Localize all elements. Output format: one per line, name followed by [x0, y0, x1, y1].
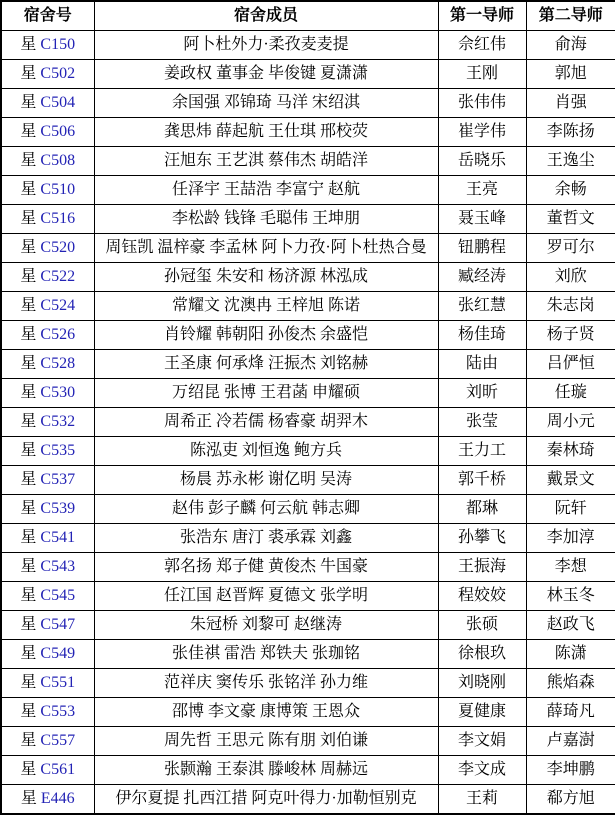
second-mentor-cell: 郭旭: [526, 60, 615, 89]
members-cell: 赵伟 彭子麟 何云航 韩志卿: [94, 495, 438, 524]
room-cell: [1, 669, 94, 698]
members-cell: 范祥庆 窦传乐 张铭洋 孙力维: [94, 669, 438, 698]
room-code: E446: [40, 790, 75, 807]
room-cell: [1, 31, 94, 60]
first-mentor-cell: 陆由: [438, 350, 526, 379]
members-cell: 万绍昆 张博 王君菡 申耀硕: [94, 379, 438, 408]
members-cell: 张颢瀚 王泰淇 滕峻林 周赫远: [94, 756, 438, 785]
room-code: C561: [40, 761, 76, 778]
room-cell: [1, 582, 94, 611]
room-cell: [1, 408, 94, 437]
table-row: [1, 727, 615, 756]
table-row: [1, 756, 615, 785]
room-cell: [1, 147, 94, 176]
room-code: C551: [40, 674, 76, 691]
room-cell: [1, 118, 94, 147]
room-prefix: 星: [20, 674, 37, 691]
first-mentor-cell: 杨佳琦: [438, 321, 526, 350]
room-prefix: 星: [20, 326, 37, 343]
members-cell: 汪旭东 王艺淇 蔡伟杰 胡皓洋: [94, 147, 438, 176]
table-row: [1, 379, 615, 408]
members-cell: 王圣康 何承烽 汪振杰 刘铭赫: [94, 350, 438, 379]
room-code: C524: [40, 297, 76, 314]
col-header-room-number: 宿舍号: [1, 1, 94, 31]
room-code: C502: [40, 65, 76, 82]
room-cell: [1, 756, 94, 785]
first-mentor-cell: 王刚: [438, 60, 526, 89]
room-cell: [1, 727, 94, 756]
table-row: [1, 176, 615, 205]
table-row: [1, 524, 615, 553]
table-row: [1, 118, 615, 147]
room-cell: [1, 321, 94, 350]
room-code: C549: [40, 645, 76, 662]
table-row: [1, 292, 615, 321]
room-prefix: 星: [20, 384, 37, 401]
table-row: [1, 205, 615, 234]
room-code: C504: [40, 94, 76, 111]
members-cell: 杨晨 苏永彬 谢亿明 吴涛: [94, 466, 438, 495]
room-cell: [1, 698, 94, 727]
table-row: [1, 321, 615, 350]
second-mentor-cell: 朱志岗: [526, 292, 615, 321]
first-mentor-cell: 崔学伟: [438, 118, 526, 147]
room-prefix: 星: [20, 413, 37, 430]
members-cell: 阿卜杜外力·柔孜麦麦提: [94, 31, 438, 60]
room-prefix: 星: [20, 587, 37, 604]
first-mentor-cell: 程姣姣: [438, 582, 526, 611]
second-mentor-cell: 王逸尘: [526, 147, 615, 176]
room-prefix: 星: [20, 65, 37, 82]
room-code: C508: [40, 152, 76, 169]
first-mentor-cell: 臧经涛: [438, 263, 526, 292]
room-code: C522: [40, 268, 76, 285]
room-cell: [1, 234, 94, 263]
room-prefix: 星: [20, 268, 37, 285]
members-cell: 肖铃耀 韩朝阳 孙俊杰 余盛恺: [94, 321, 438, 350]
col-header-first-mentor: 第一导师: [438, 1, 526, 31]
first-mentor-cell: 孙攀飞: [438, 524, 526, 553]
room-code: C516: [40, 210, 76, 227]
second-mentor-cell: 余畅: [526, 176, 615, 205]
room-cell: [1, 524, 94, 553]
room-prefix: 星: [20, 645, 37, 662]
members-cell: 张佳祺 雷浩 郑铁夫 张珈铭: [94, 640, 438, 669]
room-code: C532: [40, 413, 76, 430]
room-prefix: 星: [20, 123, 37, 140]
members-cell: 孙冠玺 朱安和 杨济源 林泓成: [94, 263, 438, 292]
room-cell: [1, 89, 94, 118]
second-mentor-cell: 李陈扬: [526, 118, 615, 147]
members-cell: 余国强 邓锦琦 马洋 宋绍淇: [94, 89, 438, 118]
first-mentor-cell: 李文娟: [438, 727, 526, 756]
room-cell: [1, 553, 94, 582]
room-cell: [1, 611, 94, 640]
table-row: [1, 234, 615, 263]
members-cell: 任江国 赵晋辉 夏德文 张学明: [94, 582, 438, 611]
second-mentor-cell: 俞海: [526, 31, 615, 60]
room-code: C528: [40, 355, 76, 372]
room-cell: [1, 437, 94, 466]
first-mentor-cell: 都琳: [438, 495, 526, 524]
second-mentor-cell: 李想: [526, 553, 615, 582]
members-cell: 龚思炜 薛起航 王仕琪 邢校荧: [94, 118, 438, 147]
first-mentor-cell: 王莉: [438, 785, 526, 815]
room-prefix: 星: [20, 181, 37, 198]
room-prefix: 星: [20, 297, 37, 314]
room-prefix: 星: [20, 152, 37, 169]
first-mentor-cell: 王亮: [438, 176, 526, 205]
members-cell: 邵博 李文豪 康博策 王恩众: [94, 698, 438, 727]
first-mentor-cell: 王振海: [438, 553, 526, 582]
room-cell: [1, 205, 94, 234]
first-mentor-cell: 张伟伟: [438, 89, 526, 118]
table-row: [1, 60, 615, 89]
members-cell: 朱冠桥 刘黎可 赵继涛: [94, 611, 438, 640]
second-mentor-cell: 秦林琦: [526, 437, 615, 466]
second-mentor-cell: 任璇: [526, 379, 615, 408]
room-code: C545: [40, 587, 76, 604]
second-mentor-cell: 薛琦凡: [526, 698, 615, 727]
room-code: C535: [40, 442, 76, 459]
first-mentor-cell: 张硕: [438, 611, 526, 640]
room-prefix: 星: [20, 703, 37, 720]
members-cell: 李松龄 钱锋 毛聪伟 王坤朋: [94, 205, 438, 234]
table-row: [1, 611, 615, 640]
room-code: C537: [40, 471, 76, 488]
room-prefix: 星: [20, 239, 37, 256]
table-row: [1, 669, 615, 698]
room-cell: [1, 263, 94, 292]
first-mentor-cell: 刘晓刚: [438, 669, 526, 698]
room-cell: [1, 292, 94, 321]
room-code: C520: [40, 239, 76, 256]
room-code: C150: [40, 36, 76, 53]
members-cell: 周先哲 王思元 陈有朋 刘伯谦: [94, 727, 438, 756]
members-cell: 张浩东 唐汀 裘承霖 刘鑫: [94, 524, 438, 553]
col-header-members: 宿舍成员: [94, 1, 438, 31]
room-code: C557: [40, 732, 76, 749]
second-mentor-cell: 赵政飞: [526, 611, 615, 640]
table-row: [1, 582, 615, 611]
table-row: [1, 785, 615, 815]
table-row: [1, 31, 615, 60]
room-code: C547: [40, 616, 76, 633]
members-cell: 伊尔夏提 扎西江措 阿克叶得力·加勒恒别克: [94, 785, 438, 815]
room-prefix: 星: [20, 36, 37, 53]
second-mentor-cell: 陈潇: [526, 640, 615, 669]
room-prefix: 星: [20, 355, 37, 372]
room-prefix: 星: [20, 471, 37, 488]
table-row: [1, 147, 615, 176]
table-header: [1, 1, 615, 31]
room-code: C553: [40, 703, 76, 720]
table-row: [1, 350, 615, 379]
members-cell: 陈泓吏 刘恒逸 鲍方兵: [94, 437, 438, 466]
room-cell: [1, 176, 94, 205]
table-row: [1, 466, 615, 495]
room-code: C539: [40, 500, 76, 517]
first-mentor-cell: 张红慧: [438, 292, 526, 321]
room-code: C526: [40, 326, 76, 343]
room-cell: [1, 495, 94, 524]
room-prefix: 星: [20, 442, 37, 459]
members-cell: 姜政权 董事金 毕俊键 夏潇潇: [94, 60, 438, 89]
first-mentor-cell: 佘红伟: [438, 31, 526, 60]
col-header-second-mentor: 第二导师: [526, 1, 615, 31]
members-cell: 常耀文 沈澳冉 王梓旭 陈诺: [94, 292, 438, 321]
second-mentor-cell: 林玉冬: [526, 582, 615, 611]
first-mentor-cell: 刘昕: [438, 379, 526, 408]
room-cell: [1, 60, 94, 89]
members-cell: 周钰凯 温梓豪 李孟林 阿卜力孜·阿卜杜热合曼: [94, 234, 438, 263]
table-row: [1, 495, 615, 524]
second-mentor-cell: 杨子贤: [526, 321, 615, 350]
second-mentor-cell: 李坤鹏: [526, 756, 615, 785]
table-row: [1, 437, 615, 466]
room-code: C543: [40, 558, 76, 575]
room-code: C530: [40, 384, 76, 401]
second-mentor-cell: 刘欣: [526, 263, 615, 292]
room-prefix: 星: [20, 94, 37, 111]
first-mentor-cell: 张莹: [438, 408, 526, 437]
members-cell: 周希正 冷若儒 杨睿豪 胡羿木: [94, 408, 438, 437]
first-mentor-cell: 王力工: [438, 437, 526, 466]
first-mentor-cell: 岳晓乐: [438, 147, 526, 176]
room-code: C506: [40, 123, 76, 140]
second-mentor-cell: 李加淳: [526, 524, 615, 553]
room-prefix: 星: [20, 761, 37, 778]
second-mentor-cell: 周小元: [526, 408, 615, 437]
second-mentor-cell: 肖强: [526, 89, 615, 118]
header-row: [1, 1, 615, 31]
second-mentor-cell: 罗可尔: [526, 234, 615, 263]
room-prefix: 星: [20, 500, 37, 517]
first-mentor-cell: 郭千桥: [438, 466, 526, 495]
table-body: [1, 31, 615, 815]
members-cell: 任泽宇 王喆浩 李富宁 赵航: [94, 176, 438, 205]
room-prefix: 星: [20, 210, 37, 227]
room-cell: [1, 379, 94, 408]
second-mentor-cell: 郗方旭: [526, 785, 615, 815]
table-row: [1, 640, 615, 669]
room-code: C541: [40, 529, 76, 546]
room-prefix: 星: [20, 616, 37, 633]
room-cell: [1, 785, 94, 815]
first-mentor-cell: 徐根玖: [438, 640, 526, 669]
table-row: [1, 263, 615, 292]
first-mentor-cell: 夏健康: [438, 698, 526, 727]
second-mentor-cell: 董哲文: [526, 205, 615, 234]
first-mentor-cell: 钮鹏程: [438, 234, 526, 263]
second-mentor-cell: 熊焰森: [526, 669, 615, 698]
room-prefix: 星: [20, 529, 37, 546]
members-cell: 郭名扬 郑子健 黄俊杰 牛国豪: [94, 553, 438, 582]
first-mentor-cell: 李文成: [438, 756, 526, 785]
room-prefix: 星: [20, 558, 37, 575]
room-cell: [1, 350, 94, 379]
first-mentor-cell: 聂玉峰: [438, 205, 526, 234]
table-row: [1, 408, 615, 437]
table-row: [1, 553, 615, 582]
table-row: [1, 89, 615, 118]
room-prefix: 星: [20, 790, 37, 807]
second-mentor-cell: 卢嘉澍: [526, 727, 615, 756]
room-code: C510: [40, 181, 76, 198]
second-mentor-cell: 戴景文: [526, 466, 615, 495]
second-mentor-cell: 吕俨恒: [526, 350, 615, 379]
room-cell: [1, 466, 94, 495]
second-mentor-cell: 阮轩: [526, 495, 615, 524]
room-cell: [1, 640, 94, 669]
room-prefix: 星: [20, 732, 37, 749]
table-row: [1, 698, 615, 727]
